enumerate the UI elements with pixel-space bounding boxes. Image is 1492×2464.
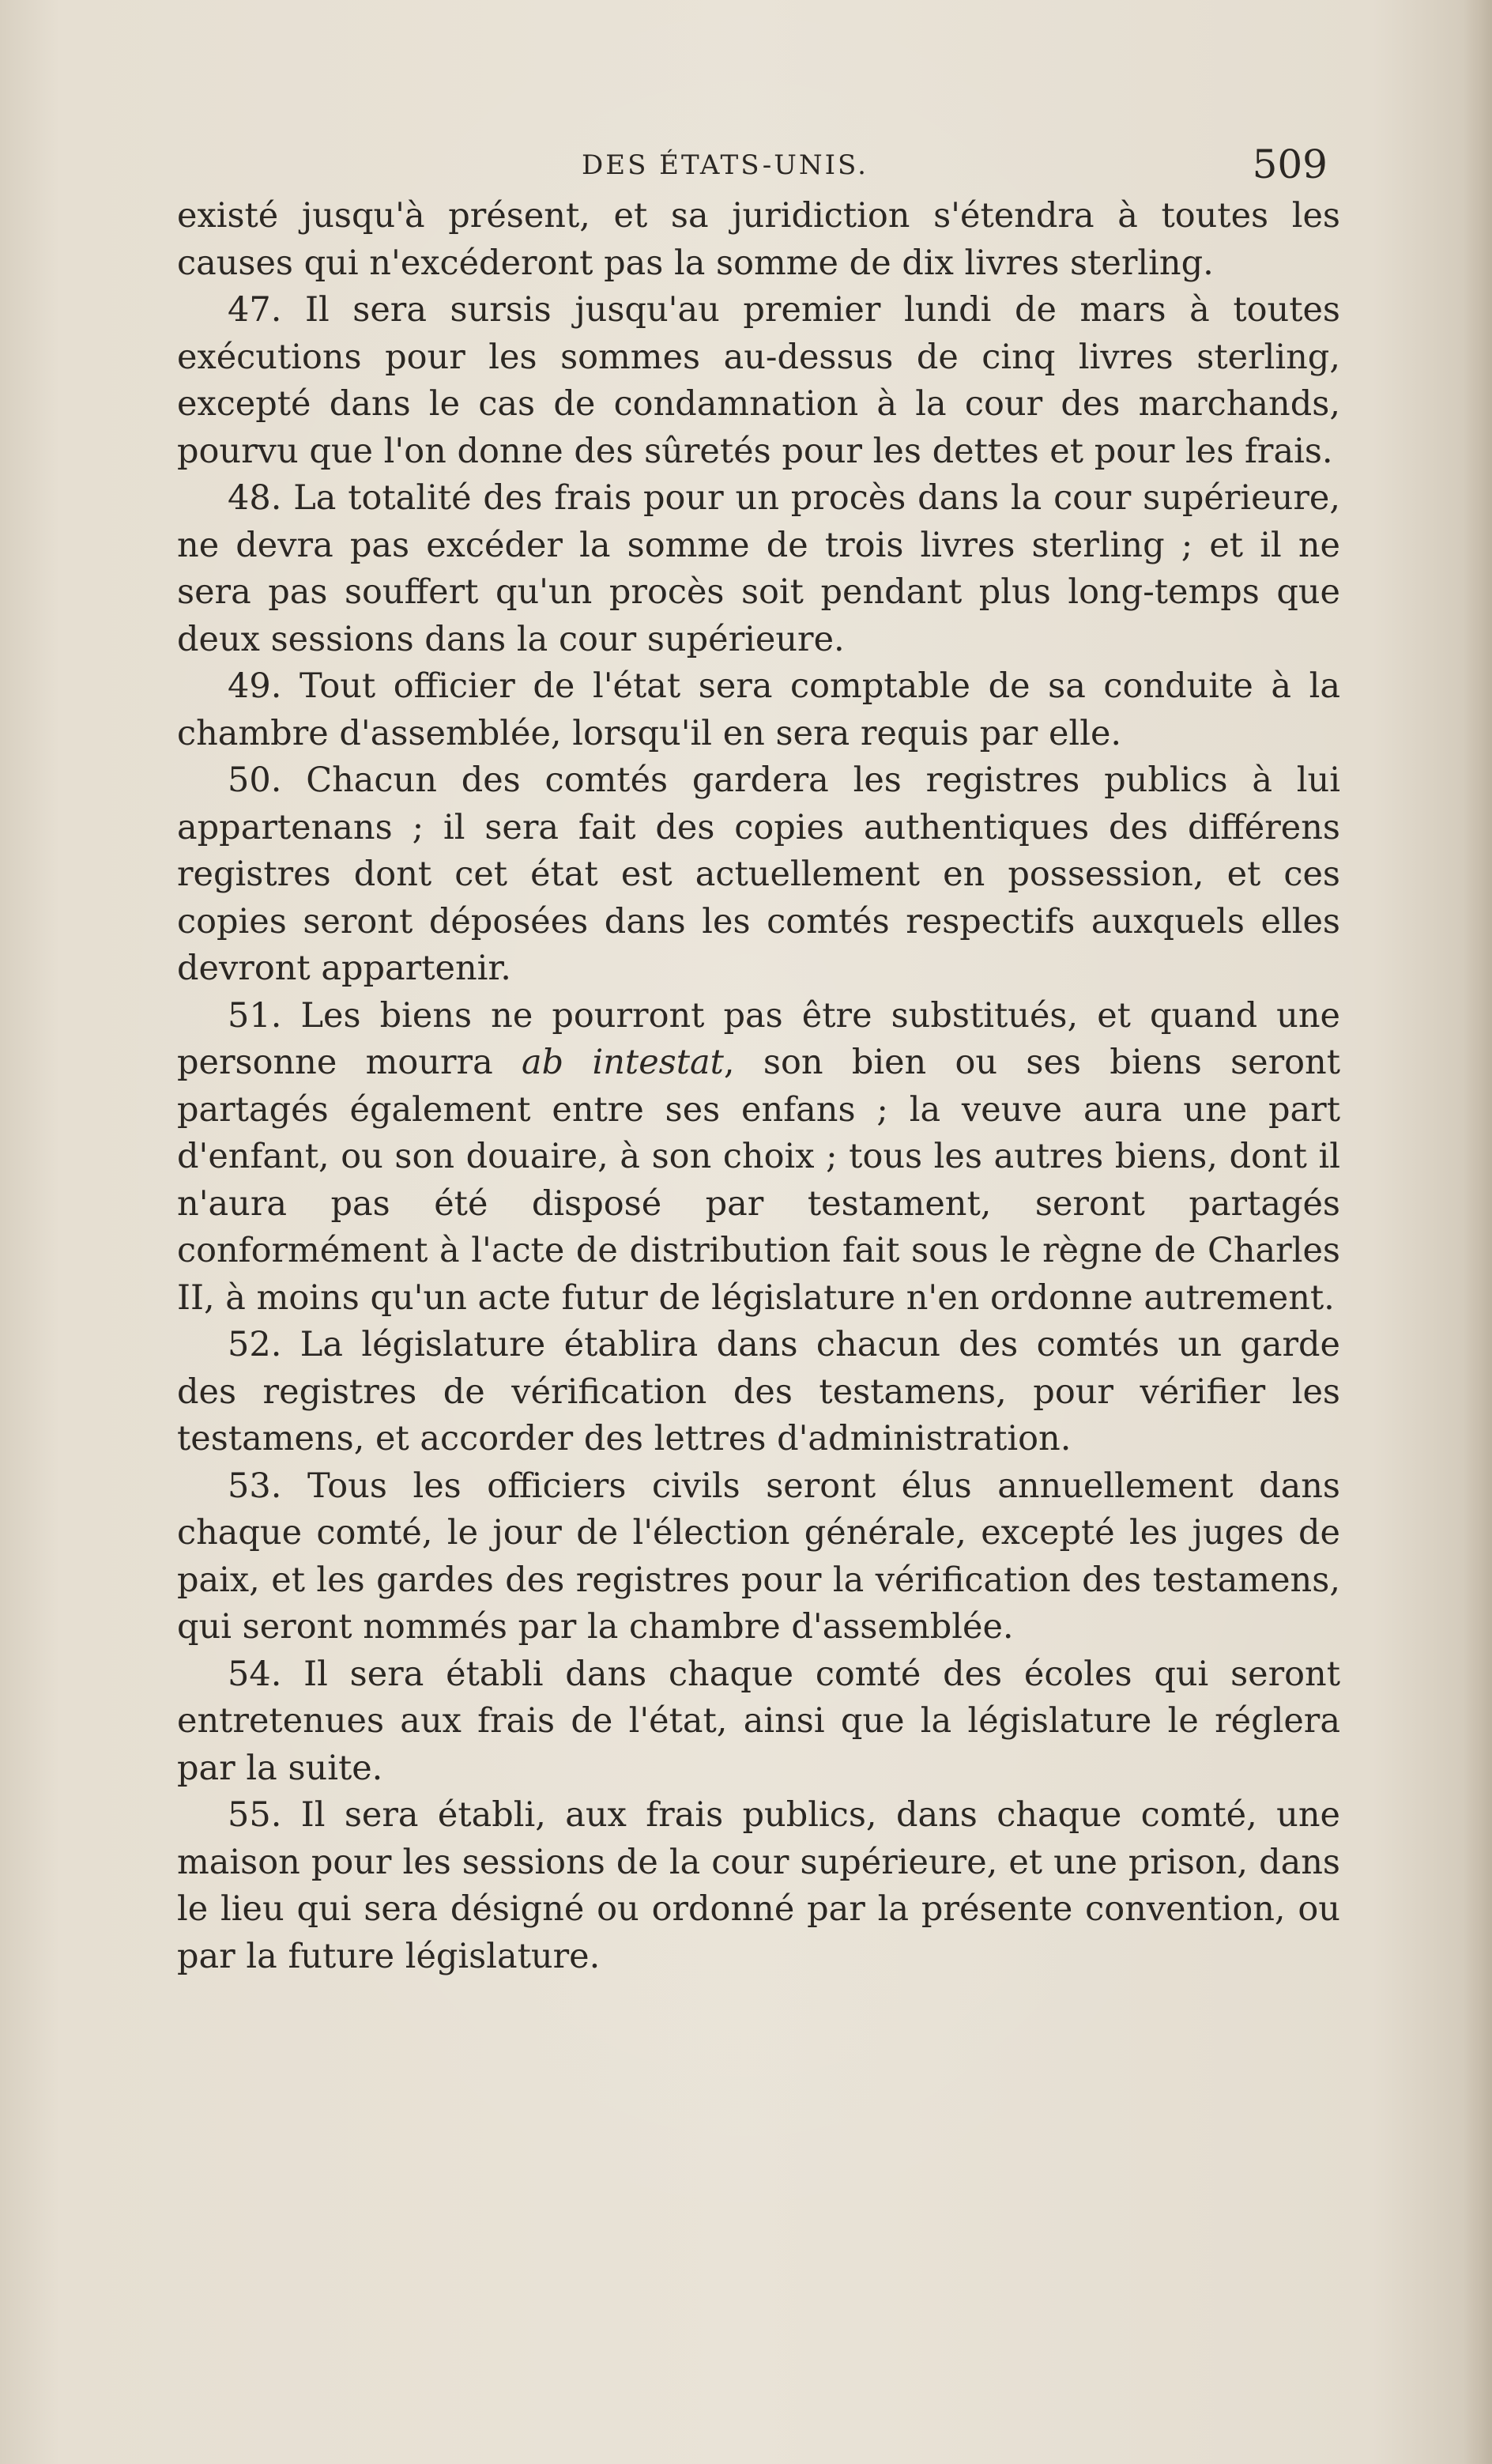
article-51-italic-term: ab intestat (522, 1043, 724, 1082)
paragraph-article-55: 55. Il sera établi, aux frais publics, dans chaque comté, une maison pour les sessions de la cour supérieure, et une prison, dans le lieu qui sera désigné ou ordonné par la présente convention, ou par la future législature. (177, 1795, 1340, 1976)
article-51-text-end: , son bien ou ses biens seront partagés également entre ses enfans ; la veuve aura une part d'enfant, ou son douaire, à son choix ; tous les autres biens, dont il n'aura pas été disposé par testament, seront partagés conformément à l'acte de distribution fait sous le règne de Charles II, à moins qu'un acte futur de législature n'en ordonne autrement. (177, 1043, 1340, 1318)
page-body (177, 193, 1340, 1980)
paragraph-article-53: 53. Tous les officiers civils seront élus annuellement dans chaque comté, le jour de l'élection générale, excepté les juges de paix, et les gardes des registres pour la vérification des testamens, qui seront nommés par la chambre d'assemblée. (177, 1466, 1340, 1647)
page-number: 509 (1252, 142, 1328, 187)
page-edge-shadow (1464, 0, 1492, 2464)
paragraph-article-49: 49. Tout officier de l'état sera comptable de sa conduite à la chambre d'assemblée, lorsqu'il en sera requis par elle. (177, 666, 1340, 753)
paragraph-continuation: existé jusqu'à présent, et sa juridiction s'étendra à toutes les causes qui n'excéderont pas la somme de dix livres sterling. (177, 196, 1340, 283)
running-head: DES ÉTATS-UNIS. (582, 149, 868, 181)
paragraph-article-52: 52. La législature établira dans chacun des comtés un garde des registres de vérification des testamens, pour vérifier les testamens, et accorder des lettres d'administration. (177, 1325, 1340, 1458)
page-header (183, 141, 1328, 196)
article-51-text-start: 51. Les biens ne pourront pas être substitués, et quand une personne mourra (177, 995, 1340, 1082)
paragraph-article-47: 47. Il sera sursis jusqu'au premier lundi de mars à toutes exécutions pour les sommes au-dessus de cinq livres sterling, excepté dans le cas de condamnation à la cour des marchands, pourvu que l'on donne des sûretés pour les dettes et pour les frais. (177, 290, 1340, 471)
paragraph-article-51 (177, 993, 1340, 1323)
paragraph-article-54: 54. Il sera établi dans chaque comté des écoles qui seront entretenues aux frais de l'état, ainsi que la législature le réglera par la suite. (177, 1654, 1340, 1788)
paragraph-article-50: 50. Chacun des comtés gardera les registres publics à lui appartenans ; il sera fait des copies authentiques des différens registres dont cet état est actuellement en possession, et ces copies seront déposées dans les comtés respectifs auxquels elles devront appartenir. (177, 760, 1340, 988)
paragraph-article-48: 48. La totalité des frais pour un procès dans la cour supérieure, ne devra pas excéder la somme de trois livres sterling ; et il ne sera pas souffert qu'un procès soit pendant plus long-temps que deux sessions dans la cour supérieure. (177, 478, 1340, 659)
